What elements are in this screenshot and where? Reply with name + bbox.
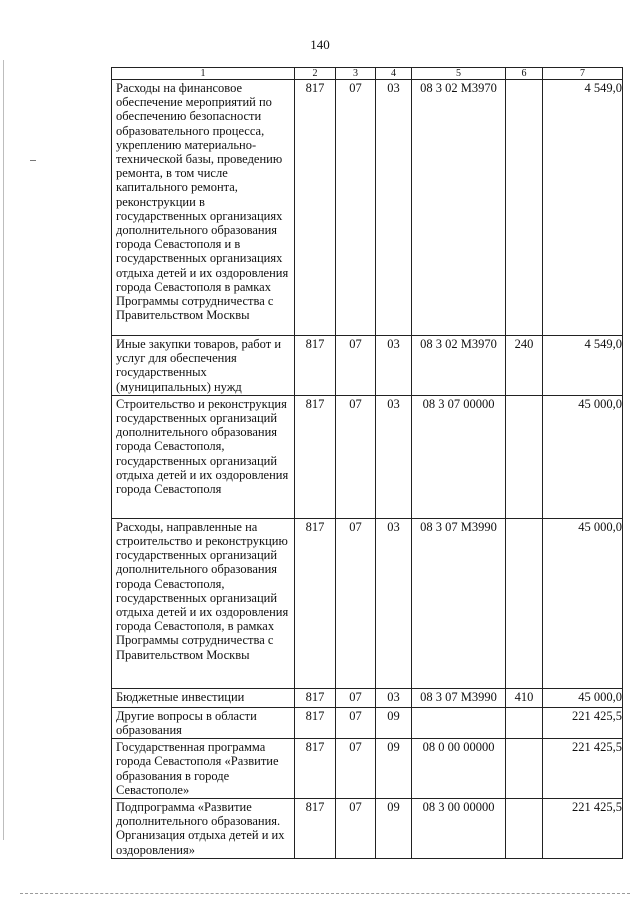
row-csr: 08 3 02 М3970 xyxy=(412,336,506,396)
scan-edge-dashes xyxy=(20,893,630,894)
row-csr: 08 3 07 00000 xyxy=(412,395,506,518)
table-row xyxy=(112,518,623,688)
table-header-row xyxy=(112,68,623,80)
budget-table xyxy=(111,67,623,859)
row-sum: 4 549,0 xyxy=(543,80,623,336)
column-header: 4 xyxy=(376,68,412,80)
row-name: Бюджетные инвестиции xyxy=(112,688,295,707)
row-ved: 817 xyxy=(295,518,336,688)
row-csr: 08 3 00 00000 xyxy=(412,799,506,859)
table-row xyxy=(112,395,623,518)
row-rz: 07 xyxy=(336,707,376,738)
row-vr xyxy=(506,707,543,738)
column-header: 6 xyxy=(506,68,543,80)
table-row xyxy=(112,799,623,859)
row-sum: 221 425,5 xyxy=(543,799,623,859)
column-header: 5 xyxy=(412,68,506,80)
row-name: Расходы на финансовое обеспечение мероприятий по обеспечению безопасности образовательного процесса, укреплению материально-технической базы, проведению ремонта, в том числе капитального ремонта, реконструкции в государственных организациях дополнительного образования города Севастополя и в государственных организациях отдыха детей и их оздоровления города Севастополя в рамках Программы сотрудничества с Правительством Москвы xyxy=(112,80,295,336)
row-rz: 07 xyxy=(336,799,376,859)
column-header: 7 xyxy=(543,68,623,80)
table-row xyxy=(112,707,623,738)
row-vr: 240 xyxy=(506,336,543,396)
row-name: Строительство и реконструкция государственных организаций дополнительного образования города Севастополя, государственных организаций отдыха детей и их оздоровления города Севастополя xyxy=(112,395,295,518)
row-rz: 07 xyxy=(336,739,376,799)
row-sum: 221 425,5 xyxy=(543,707,623,738)
row-vr xyxy=(506,80,543,336)
row-pr: 03 xyxy=(376,80,412,336)
row-vr xyxy=(506,395,543,518)
row-csr: 08 3 02 М3970 xyxy=(412,80,506,336)
row-pr: 09 xyxy=(376,707,412,738)
table-row xyxy=(112,80,623,336)
row-csr: 08 0 00 00000 xyxy=(412,739,506,799)
row-rz: 07 xyxy=(336,80,376,336)
row-vr xyxy=(506,739,543,799)
row-name: Другие вопросы в области образования xyxy=(112,707,295,738)
scan-mark xyxy=(30,160,36,161)
column-header: 3 xyxy=(336,68,376,80)
row-sum: 221 425,5 xyxy=(543,739,623,799)
row-rz: 07 xyxy=(336,518,376,688)
row-ved: 817 xyxy=(295,739,336,799)
row-pr: 03 xyxy=(376,395,412,518)
row-pr: 09 xyxy=(376,799,412,859)
row-sum: 45 000,0 xyxy=(543,395,623,518)
row-pr: 09 xyxy=(376,739,412,799)
row-sum: 45 000,0 xyxy=(543,518,623,688)
row-rz: 07 xyxy=(336,688,376,707)
row-ved: 817 xyxy=(295,395,336,518)
table-row xyxy=(112,688,623,707)
row-name: Расходы, направленные на строительство и реконструкцию государственных организаций дополнительного образования города Севастополя, государственных организаций отдыха детей и их оздоровления города Севастополя, в рамках Программы сотрудничества с Правительством Москвы xyxy=(112,518,295,688)
row-pr: 03 xyxy=(376,518,412,688)
row-ved: 817 xyxy=(295,80,336,336)
row-name: Государственная программа города Севастополя «Развитие образования в городе Севастополе» xyxy=(112,739,295,799)
row-ved: 817 xyxy=(295,688,336,707)
table-row xyxy=(112,739,623,799)
row-pr: 03 xyxy=(376,336,412,396)
scan-edge-line xyxy=(3,60,4,840)
row-name: Подпрограмма «Развитие дополнительного образования. Организация отдыха детей и их оздоровления» xyxy=(112,799,295,859)
row-vr xyxy=(506,518,543,688)
page-number: 140 xyxy=(310,37,330,52)
column-header: 2 xyxy=(295,68,336,80)
row-rz: 07 xyxy=(336,336,376,396)
column-header: 1 xyxy=(112,68,295,80)
row-csr: 08 3 07 М3990 xyxy=(412,518,506,688)
row-name: Иные закупки товаров, работ и услуг для обеспечения государственных (муниципальных) нужд xyxy=(112,336,295,396)
row-vr: 410 xyxy=(506,688,543,707)
row-ved: 817 xyxy=(295,799,336,859)
row-ved: 817 xyxy=(295,336,336,396)
row-csr xyxy=(412,707,506,738)
row-rz: 07 xyxy=(336,395,376,518)
row-pr: 03 xyxy=(376,688,412,707)
row-sum: 4 549,0 xyxy=(543,336,623,396)
row-ved: 817 xyxy=(295,707,336,738)
row-vr xyxy=(506,799,543,859)
row-sum: 45 000,0 xyxy=(543,688,623,707)
row-csr: 08 3 07 М3990 xyxy=(412,688,506,707)
table-row xyxy=(112,336,623,396)
